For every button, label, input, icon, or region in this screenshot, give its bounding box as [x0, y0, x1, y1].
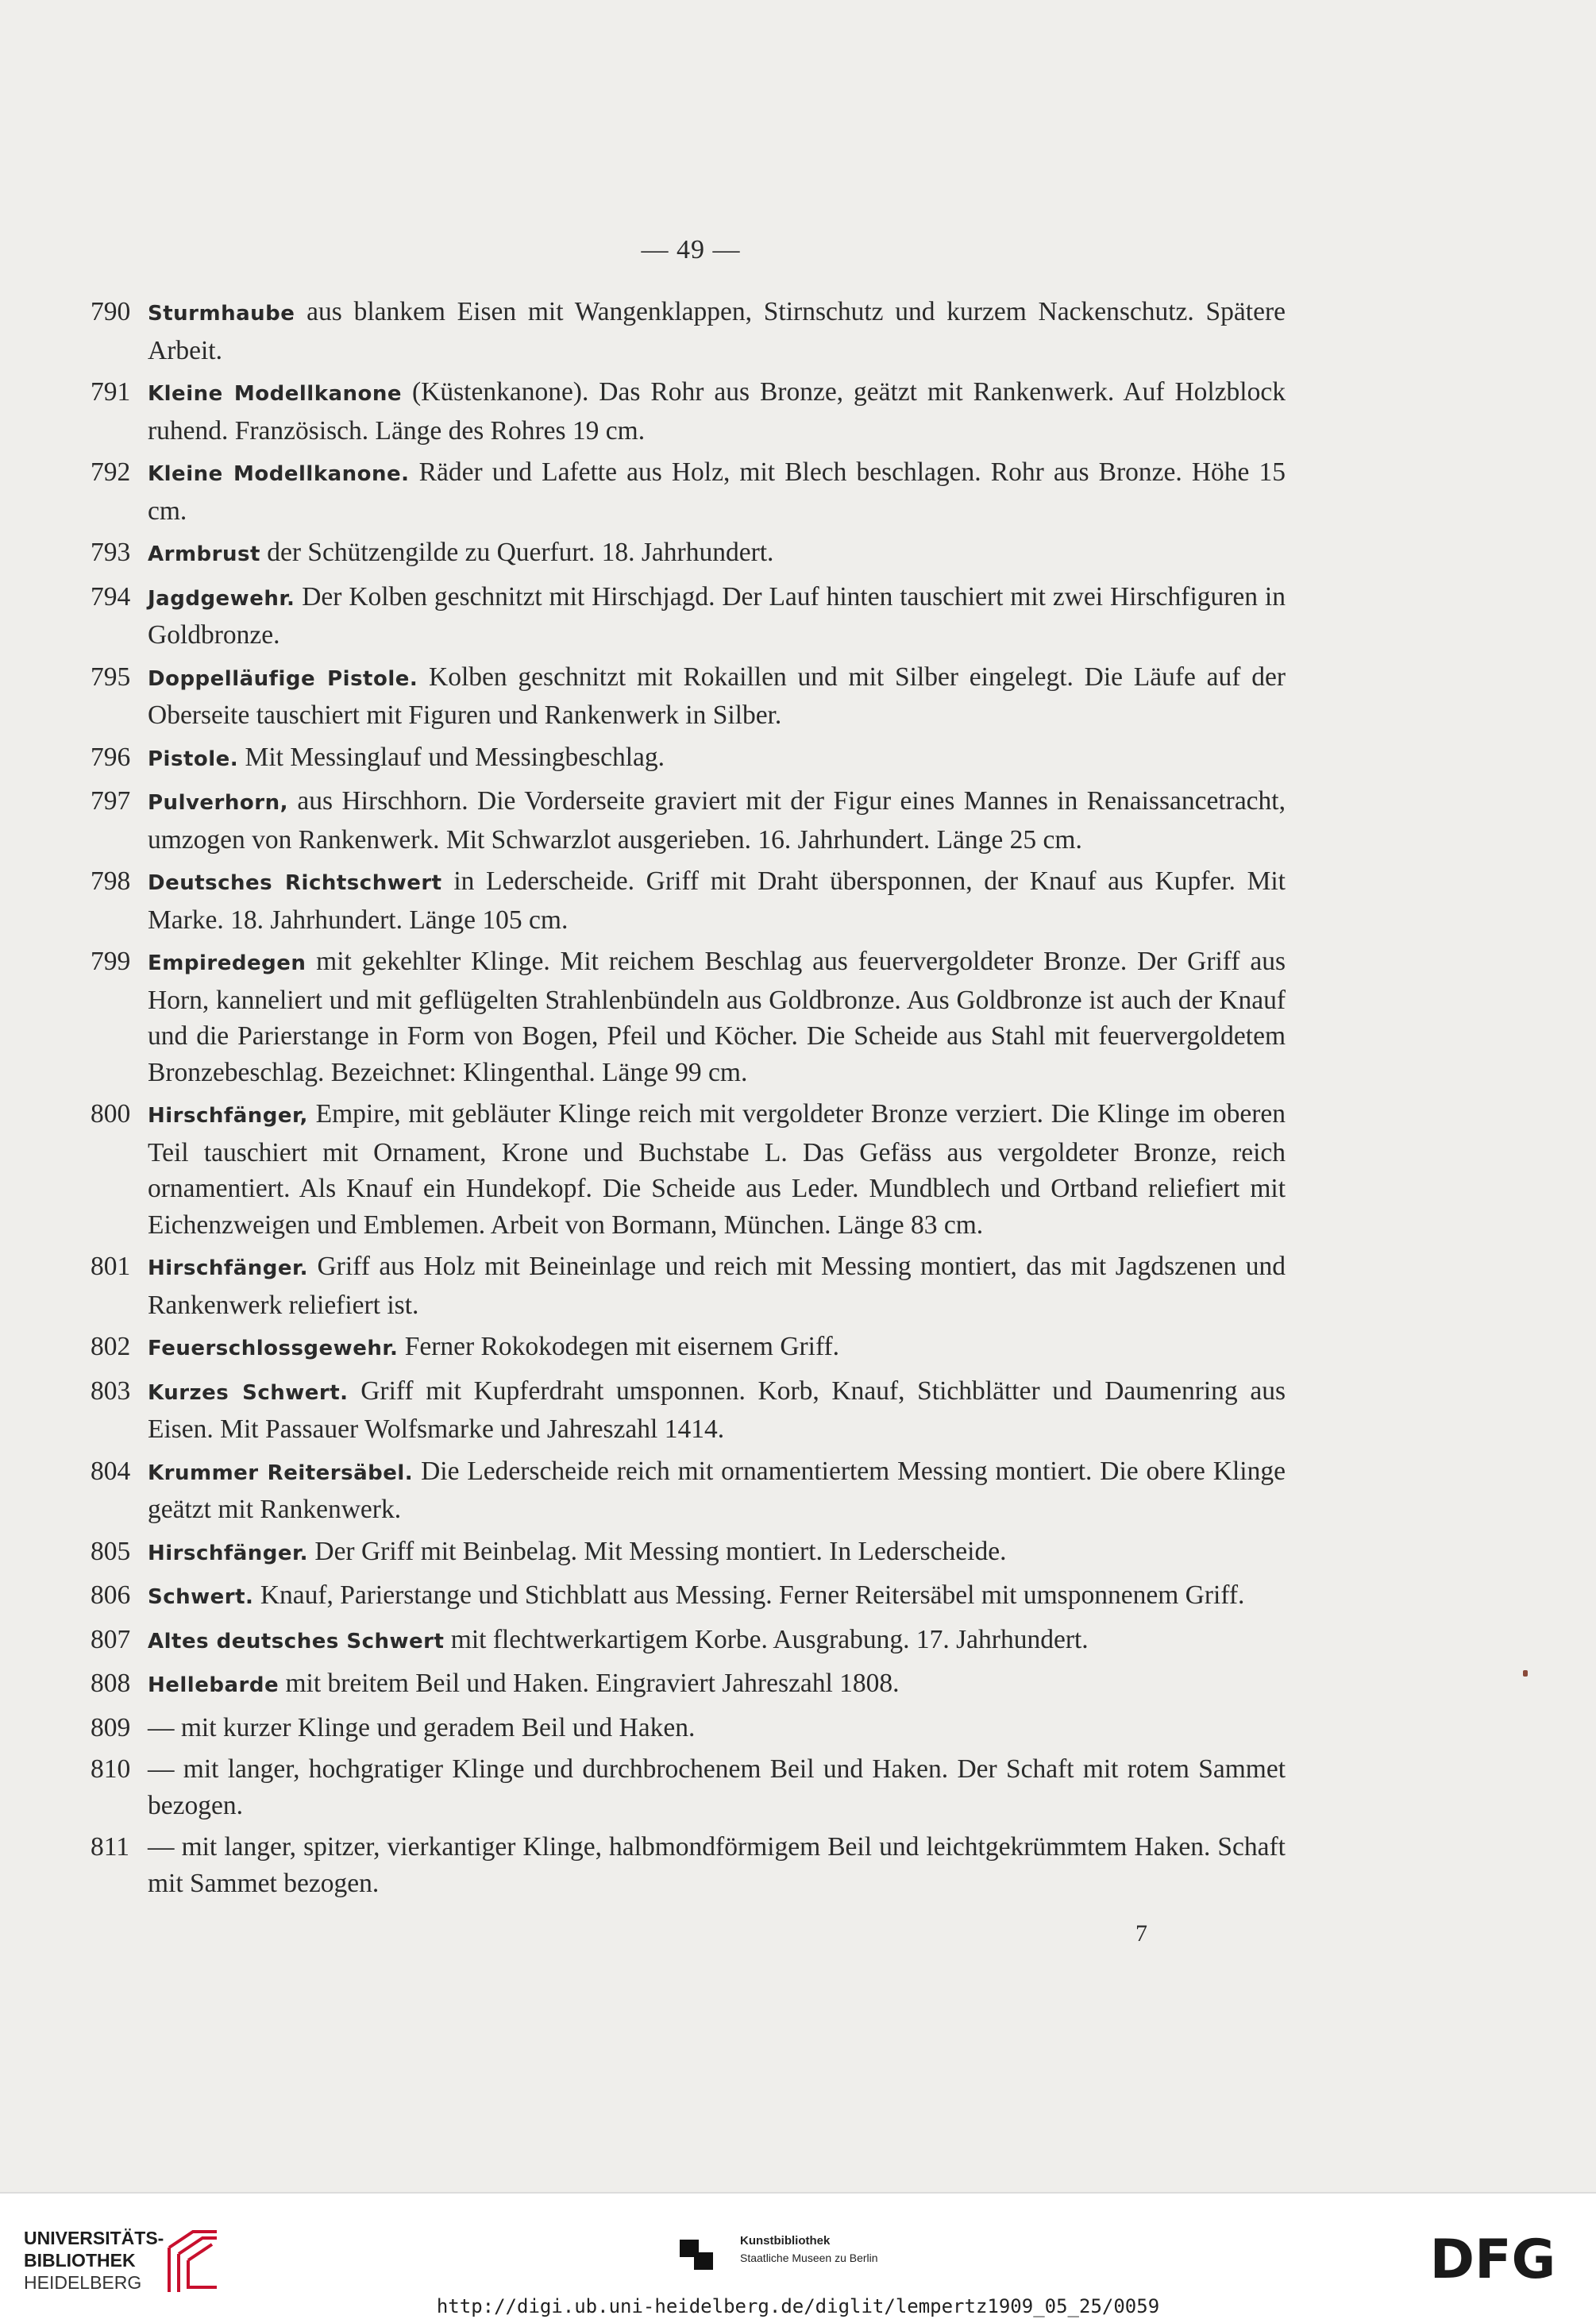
entry-number: 792: [91, 457, 131, 487]
entry-title: Armbrust: [148, 542, 260, 566]
footer-bar: [0, 2192, 1596, 2323]
entry-title: Feuerschlossgewehr.: [148, 1337, 399, 1360]
entry-number: 810: [91, 1754, 131, 1784]
catalog-entry: [91, 1453, 1286, 1528]
kunstbibliothek-logo-icon[interactable]: [680, 2233, 713, 2275]
entry-number: 796: [91, 742, 131, 772]
entry-description: Griff mit Kupferdraht umsponnen. Korb, Knauf, Stichblätter und Daumenring aus Eisen. Mit Passauer Wolfsmarke und Jahreszahl 1414.: [148, 1376, 1286, 1444]
entry-description: — mit kurzer Klinge und geradem Beil und Haken.: [148, 1712, 696, 1742]
catalog-entry: [91, 454, 1286, 529]
entry-number: 790: [91, 297, 131, 326]
catalog-entry: [91, 1710, 1286, 1746]
entry-description: Räder und Lafette aus Holz, mit Blech beschlagen. Rohr aus Bronze. Höhe 15 cm.: [148, 457, 1286, 526]
entry-title: Empiredegen: [148, 951, 306, 975]
permalink-url[interactable]: http://digi.ub.uni-heidelberg.de/diglit/lempertz1909_05_25/0059: [436, 2295, 1160, 2317]
entry-description: — mit langer, spitzer, vierkantiger Klinge, halbmondförmigem Beil und leichtgekrümmtem Haken. Schaft mit Sammet bezogen.: [148, 1832, 1286, 1898]
kunstbibliothek-logo-text[interactable]: [740, 2233, 878, 2267]
catalog-entry: [91, 1577, 1286, 1616]
entry-description: in Lederscheide. Griff mit Draht übersponnen, der Knauf aus Kupfer. Mit Marke. 18. Jahrhundert. Länge 105 cm.: [148, 866, 1286, 935]
catalog-entry: [91, 1829, 1286, 1901]
entry-title: Kleine Modellkanone: [148, 382, 403, 406]
catalog-entry: [91, 1329, 1286, 1368]
entry-title: Altes deutsches Schwert: [148, 1629, 445, 1653]
kunstbibliothek-name: Kunstbibliothek: [740, 2234, 831, 2248]
entry-number: 809: [91, 1712, 131, 1742]
entry-number: 800: [91, 1099, 131, 1129]
entry-title: Doppelläufige Pistole.: [148, 666, 418, 691]
signature-mark: 7: [1135, 1920, 1147, 1947]
entry-number: 797: [91, 786, 131, 816]
catalog-entry: [91, 579, 1286, 654]
catalog-entry: [91, 1248, 1286, 1323]
entry-description: Knauf, Parierstange und Stichblatt aus Messing. Ferner Reitersäbel mit umsponnenem Griff.: [253, 1580, 1245, 1610]
entry-number: 811: [91, 1832, 130, 1862]
entry-title: Hirschfänger.: [148, 1256, 308, 1280]
entry-title: Kleine Modellkanone.: [148, 462, 410, 486]
catalog-entry: [91, 739, 1286, 778]
entry-title: Jagdgewehr.: [148, 586, 295, 611]
entry-description: der Schützengilde zu Querfurt. 18. Jahrhundert.: [260, 538, 774, 567]
entry-description: Kolben geschnitzt mit Rokaillen und mit Silber eingelegt. Die Läufe auf der Oberseite tauschiert mit Figuren und Rankenwerk in Silber.: [148, 662, 1286, 730]
entry-description: (Küstenkanone). Das Rohr aus Bronze, geätzt mit Rankenwerk. Auf Holzblock ruhend. Französisch. Länge des Rohres 19 cm.: [148, 377, 1286, 446]
entry-title: Hirschfänger.: [148, 1541, 308, 1565]
catalog-entry: [91, 1751, 1286, 1823]
university-line-3: HEIDELBERG: [24, 2272, 142, 2293]
entry-number: 798: [91, 866, 131, 896]
catalog-entries: [91, 294, 1286, 1907]
entry-number: 804: [91, 1456, 131, 1486]
entry-title: Hellebarde: [148, 1673, 279, 1697]
entry-number: 799: [91, 947, 131, 976]
entry-number: 795: [91, 662, 131, 692]
catalog-entry: [91, 1373, 1286, 1448]
entry-description: Die Lederscheide reich mit ornamentiertem Messing montiert. Die obere Klinge geätzt mit Rankenwerk.: [148, 1456, 1286, 1524]
catalog-entry: [91, 374, 1286, 449]
entry-title: Sturmhaube: [148, 302, 295, 326]
entry-description: Ferner Rokokodegen mit eisernem Griff.: [398, 1332, 840, 1361]
university-library-logo-icon[interactable]: [161, 2224, 222, 2295]
entry-number: 793: [91, 538, 131, 567]
university-line-2: BIBLIOTHEK: [24, 2250, 136, 2271]
entry-description: mit breitem Beil und Haken. Eingraviert Jahreszahl 1808.: [279, 1669, 900, 1698]
entry-number: 803: [91, 1376, 131, 1406]
entry-description: Der Kolben geschnitzt mit Hirschjagd. Der Lauf hinten tauschiert mit zwei Hirschfiguren in Goldbronze.: [148, 581, 1286, 650]
catalog-entry: [91, 1096, 1286, 1243]
entry-description: Der Griff mit Beinbelag. Mit Messing montiert. In Lederscheide.: [308, 1536, 1007, 1566]
entry-description: — mit langer, hochgratiger Klinge und durchbrochenem Beil und Haken. Der Schaft mit rotem Sammet bezogen.: [148, 1754, 1286, 1820]
entry-number: 794: [91, 581, 131, 612]
entry-number: 807: [91, 1624, 131, 1654]
entry-description: mit flechtwerkartigem Korbe. Ausgrabung. 17. Jahrhundert.: [444, 1624, 1089, 1654]
entry-number: 802: [91, 1332, 131, 1361]
university-library-logo-text[interactable]: [24, 2227, 164, 2294]
entry-title: Pulverhorn,: [148, 791, 288, 815]
entry-description: mit gekehlter Klinge. Mit reichem Beschlag aus feuervergoldeter Bronze. Der Griff aus Horn, kanneliert und mit geflügelten Strahlenbündeln aus Goldbronze. Aus Goldbronze ist auch der Knauf und die Parierstange in Form von Bogen, Pfeil und Köcher. Die Scheide aus Stahl mit feuervergoldetem Bronzebeschlag. Bezeichnet: Klingenthal. Länge 99 cm.: [148, 947, 1286, 1087]
catalog-entry: [91, 863, 1286, 938]
catalog-entry: [91, 659, 1286, 734]
entry-title: Deutsches Richtschwert: [148, 871, 442, 895]
entry-description: Griff aus Holz mit Beineinlage und reich mit Messing montiert, das mit Jagdszenen und Rankenwerk reliefiert ist.: [148, 1252, 1286, 1320]
entry-description: Empire, mit gebläuter Klinge reich mit vergoldeter Bronze verziert. Die Klinge im oberen Teil tauschiert mit Ornament, Krone und Buchstabe L. Das Gefäss aus vergoldeter Bronze, reich ornamentiert. Als Knauf ein Hundekopf. Die Scheide aus Leder. Mundblech und Ortband reliefiert mit Eichenzweigen und Emblemen. Arbeit von Bormann, München. Länge 83 cm.: [148, 1099, 1286, 1240]
entry-number: 808: [91, 1669, 131, 1698]
dfg-logo-text: DFG: [1429, 2230, 1556, 2286]
catalog-entry: [91, 1534, 1286, 1572]
catalog-entry: [91, 783, 1286, 858]
kunstbibliothek-subtitle: Staatliche Museen zu Berlin: [740, 2252, 878, 2264]
catalog-entry: [91, 1665, 1286, 1704]
catalog-entry: [91, 1622, 1286, 1661]
catalog-entry: [91, 943, 1286, 1090]
catalog-entry: [91, 294, 1286, 369]
page-number: — 49 —: [641, 235, 741, 264]
entry-number: 806: [91, 1580, 131, 1610]
entry-title: Pistole.: [148, 747, 239, 771]
university-line-1: UNIVERSITÄTS-: [24, 2228, 164, 2248]
entry-description: aus Hirschhorn. Die Vorderseite graviert mit der Figur eines Mannes in Renaissancetracht, umzogen von Rankenwerk. Mit Schwarzlot ausgerieben. 16. Jahrhundert. Länge 25 cm.: [148, 786, 1286, 855]
entry-title: Krummer Reitersäbel.: [148, 1461, 414, 1485]
entry-title: Kurzes Schwert.: [148, 1380, 349, 1405]
catalog-entry: [91, 534, 1286, 573]
entry-description: aus blankem Eisen mit Wangenklappen, Stirnschutz und kurzem Nackenschutz. Spätere Arbeit.: [148, 297, 1286, 365]
entry-title: Schwert.: [148, 1585, 254, 1609]
paper-speck: [1523, 1670, 1528, 1677]
entry-description: Mit Messinglauf und Messingbeschlag.: [238, 742, 665, 772]
entry-number: 805: [91, 1536, 131, 1566]
entry-number: 801: [91, 1252, 131, 1281]
dfg-logo-icon[interactable]: [1413, 2230, 1572, 2286]
entry-number: 791: [91, 377, 131, 407]
entry-title: Hirschfänger,: [148, 1104, 308, 1128]
